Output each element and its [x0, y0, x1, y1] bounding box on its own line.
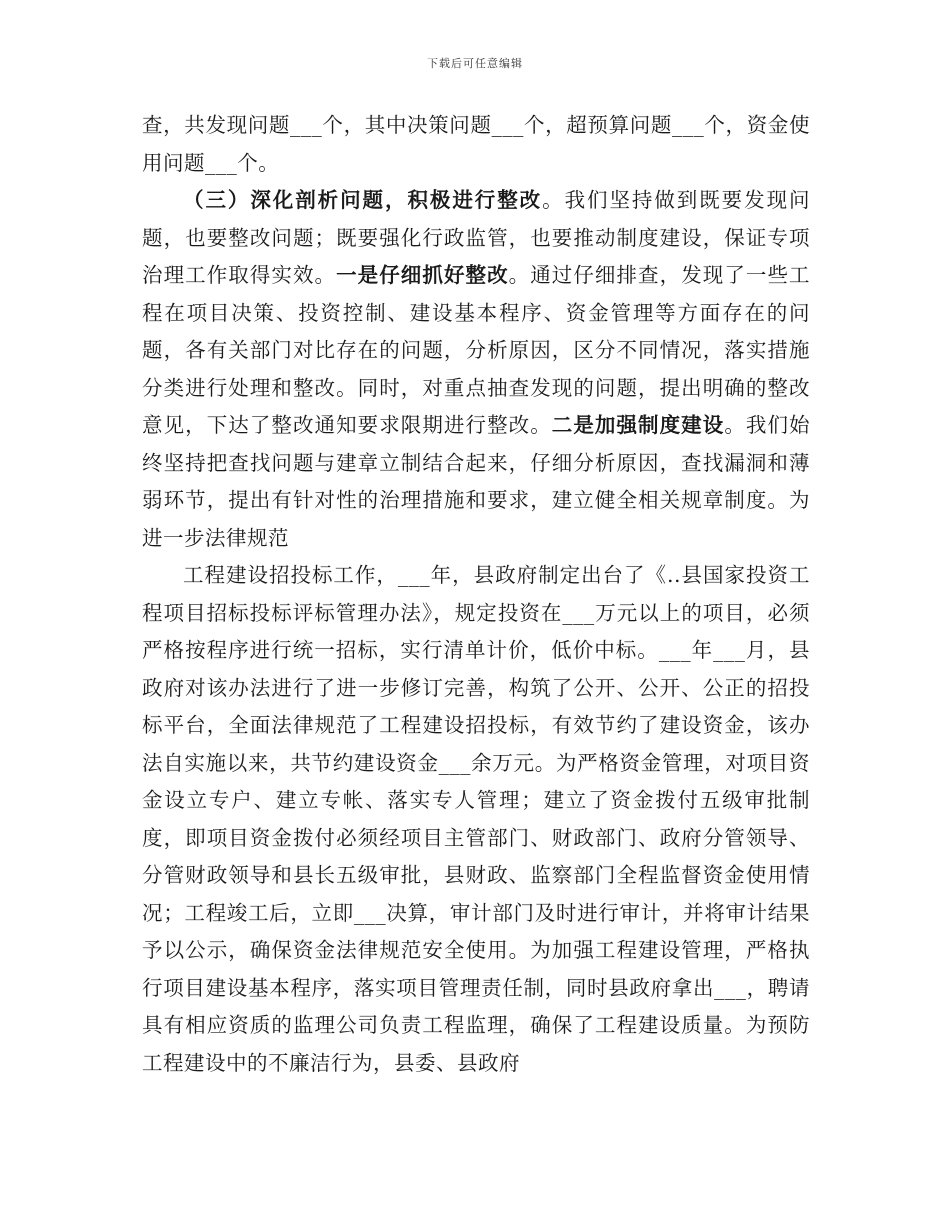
- paragraph-2-text-1: 。我们坚持做到既要发现问题，也要整改问题；既要强化行政监管，也要推动制度建设，保证专项治理工作取得实效。: [142, 188, 811, 287]
- document-body: [142, 107, 810, 1082]
- paragraph-2-text-3: 。我们始终坚持把查找问题与建章立制结合起来，仔细分析原因，查找漏洞和薄弱环节，提出有针对性的治理措施和要求，建立健全相关规章制度。为进一步法律规范: [142, 413, 811, 550]
- bold-point-2: 二是加强制度建设: [551, 413, 725, 437]
- paragraph-1: 查，共发现问题___个，其中决策问题___个，超预算问题___个，资金使用问题___个。: [142, 113, 810, 175]
- paragraph-2-text-2: 。通过仔细排查，发现了一些工程在项目决策、投资控制、建设基本程序、资金管理等方面存在的问题，各有关部门对比存在的问题，分析原因，区分不同情况，落实措施分类进行处理和整改。同时，对重点抽查发现的问题，提出明确的整改意见，下达了整改通知要求限期进行整改。: [142, 263, 811, 437]
- section-heading: （三）深化剖析问题，积极进行整改: [183, 188, 543, 212]
- bold-point-1: 一是仔细抓好整改: [336, 263, 509, 287]
- paragraph-3: 工程建设招投标工作，___年，县政府制定出台了《..县国家投资工程项目招标投标评标管理办法》，规定投资在___万元以上的项目，必须严格按程序进行统一招标，实行清单计价，低价中标。___年___月，县政府对该办法进行了进一步修订完善，构筑了公开、公开、公正的招投标平台，全面法律规范了工程建设招投标，有效节约了建设资金，该办法自实施以来，共节约建设资金___余万元。为严格资金管理，对项目资金设立专户、建立专帐、落实专人管理；建立了资金拨付五级审批制度，即项目资金拨付必须经项目主管部门、财政部门、政府分管领导、分管财政领导和县长五级审批，县财政、监察部门全程监督资金使用情况；工程竣工后，立即___决算，审计部门及时进行审计，并将审计结果予以公示，确保资金法律规范安全使用。为加强工程建设管理，严格执行项目建设基本程序，落实项目管理责任制，同时县政府拿出___，聘请具有相应资质的监理公司负责工程监理，确保了工程建设质量。为预防工程建设中的不廉洁行为，县委、县政府: [142, 563, 810, 1075]
- paragraph-2: [142, 182, 810, 557]
- page-header: 下载后可任意编辑: [427, 57, 523, 70]
